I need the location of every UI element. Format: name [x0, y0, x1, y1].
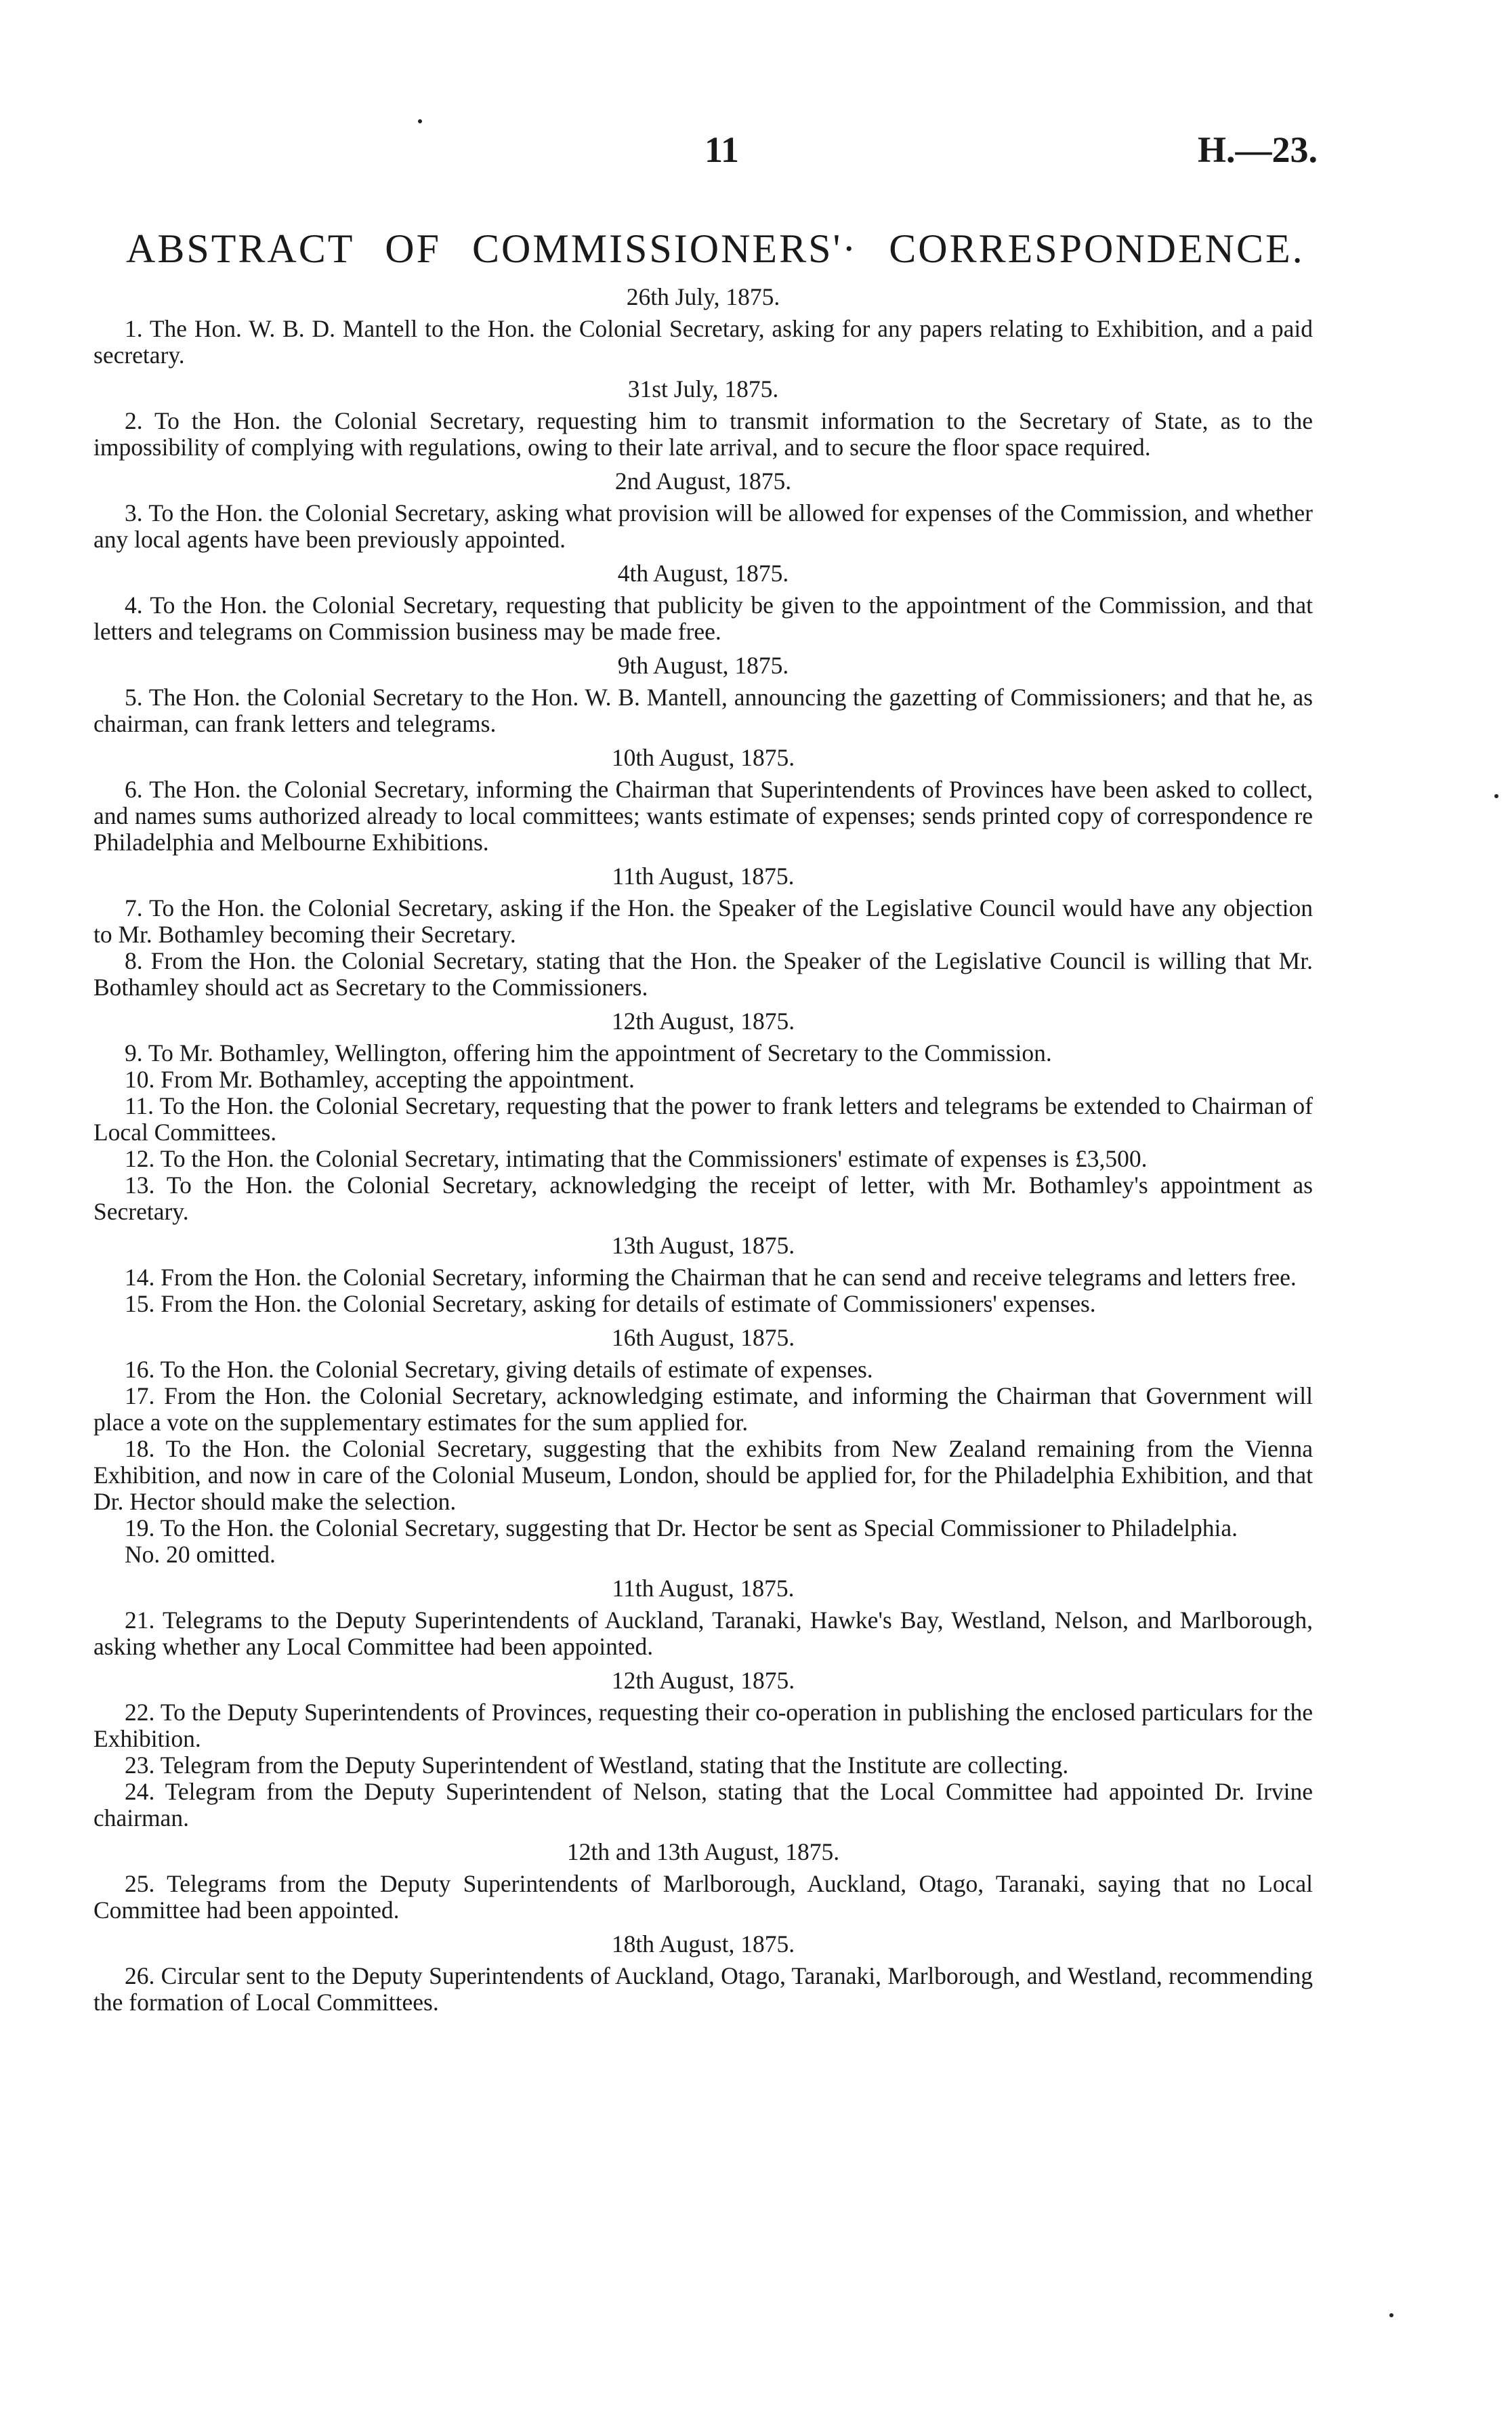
correspondence-entry: 23. Telegram from the Deputy Superintendent of Westland, stating that the Institute are collecting.	[125, 1752, 1069, 1779]
correspondence-entry: 14. From the Hon. the Colonial Secretary, informing the Chairman that he can send and receive telegrams and letters free.	[125, 1264, 1297, 1291]
correspondence-section	[93, 737, 1313, 856]
scan-speck	[418, 119, 422, 123]
correspondence-entry: 2. To the Hon. the Colonial Secretary, requesting him to transmit information to the Secretary of State, as to the impossibility of complying with regulations, owing to their late arrival, and to secure the floor space required.	[93, 407, 1313, 461]
section-date: 16th August, 1875.	[611, 1324, 795, 1351]
correspondence-entry: No. 20 omitted.	[125, 1541, 276, 1568]
section-date: 12th August, 1875.	[611, 1667, 795, 1694]
correspondence-entry: 3. To the Hon. the Colonial Secretary, asking what provision will be allowed for expenses of the Commission, and whether any local agents have been previously appointed.	[93, 499, 1313, 553]
section-date: 12th and 13th August, 1875.	[566, 1838, 840, 1865]
correspondence-entry: 21. Telegrams to the Deputy Superintendents of Auckland, Taranaki, Hawke's Bay, Westland, Nelson, and Marlborough, asking whether any Local Committee had been appointed.	[93, 1607, 1313, 1660]
correspondence-entry: 16. To the Hon. the Colonial Secretary, giving details of estimate of expenses.	[125, 1356, 873, 1383]
correspondence-entry: 4. To the Hon. the Colonial Secretary, requesting that publicity be given to the appointment of the Commission, and that letters and telegrams on Commission business may be made free.	[93, 592, 1313, 645]
correspondence-entry: 8. From the Hon. the Colonial Secretary, stating that the Hon. the Speaker of the Legislative Council is willing that Mr. Bothamley should act as Secretary to the Commissioners.	[93, 947, 1313, 1001]
section-date: 9th August, 1875.	[617, 652, 789, 679]
correspondence-entry: 24. Telegram from the Deputy Superintendent of Nelson, stating that the Local Committee had appointed Dr. Irvine chairman.	[93, 1778, 1313, 1831]
correspondence-entry: 12. To the Hon. the Colonial Secretary, intimating that the Commissioners' estimate of expenses is £3,500.	[125, 1145, 1148, 1172]
document-reference: H.—23.	[1198, 129, 1318, 170]
correspondence-entry: 11. To the Hon. the Colonial Secretary, requesting that the power to frank letters and telegrams be extended to Chairman of Local Committees.	[93, 1092, 1313, 1146]
correspondence-entry: 19. To the Hon. the Colonial Secretary, suggesting that Dr. Hector be sent as Special Commissioner to Philadelphia.	[125, 1514, 1238, 1541]
correspondence-section	[93, 553, 1313, 645]
correspondence-entry: 26. Circular sent to the Deputy Superintendents of Auckland, Otago, Taranaki, Marlborough, and Westland, recommending the formation of Local Committees.	[93, 1962, 1313, 2016]
correspondence-entry: 6. The Hon. the Colonial Secretary, informing the Chairman that Superintendents of Provinces have been asked to collect, and names sums authorized already to local committees; wants estimate of expenses; sends printed copy of correspondence re Philadelphia and Melbourne Exhibitions.	[93, 776, 1313, 856]
section-date: 10th August, 1875.	[611, 744, 795, 771]
correspondence-section	[93, 276, 1313, 369]
correspondence-section	[93, 1317, 1313, 1568]
correspondence-section	[93, 1924, 1313, 2016]
correspondence-entry: 9. To Mr. Bothamley, Wellington, offering him the appointment of Secretary to the Commission.	[125, 1039, 1052, 1066]
section-date: 4th August, 1875.	[617, 560, 789, 587]
section-date: 18th August, 1875.	[611, 1930, 795, 1957]
section-date: 2nd August, 1875.	[614, 468, 792, 495]
document-title: ABSTRACT OF COMMISSIONERS'· CORRESPONDENCE.	[126, 226, 1305, 272]
correspondence-entry: 13. To the Hon. the Colonial Secretary, acknowledging the receipt of letter, with Mr. Bothamley's appointment as Secretary.	[93, 1172, 1313, 1225]
correspondence-section	[93, 645, 1313, 737]
section-date: 11th August, 1875.	[612, 863, 795, 890]
correspondence-entry: 7. To the Hon. the Colonial Secretary, asking if the Hon. the Speaker of the Legislative Council would have any objection to Mr. Bothamley becoming their Secretary.	[93, 894, 1313, 948]
correspondence-list	[93, 276, 1313, 2016]
section-date: 13th August, 1875.	[611, 1232, 795, 1259]
correspondence-section	[93, 1831, 1313, 1924]
correspondence-entry: 25. Telegrams from the Deputy Superintendents of Marlborough, Auckland, Otago, Taranaki, saying that no Local Committee had been appointed.	[93, 1870, 1313, 1924]
section-date: 31st July, 1875.	[627, 375, 779, 402]
correspondence-section	[93, 1225, 1313, 1317]
section-date: 12th August, 1875.	[611, 1008, 795, 1035]
correspondence-entry: 18. To the Hon. the Colonial Secretary, suggesting that the exhibits from New Zealand remaining from the Vienna Exhibition, and now in care of the Colonial Museum, London, should be applied for, for the Philadelphia Exhibition, and that Dr. Hector should make the selection.	[93, 1435, 1313, 1515]
correspondence-entry: 1. The Hon. W. B. D. Mantell to the Hon. the Colonial Secretary, asking for any papers relating to Exhibition, and a paid secretary.	[93, 315, 1313, 369]
page-number: 11	[705, 129, 740, 170]
correspondence-section	[93, 1568, 1313, 1660]
scan-speck	[1494, 794, 1498, 798]
correspondence-section	[93, 369, 1313, 461]
correspondence-section	[93, 856, 1313, 1001]
correspondence-section	[93, 461, 1313, 553]
correspondence-entry: 17. From the Hon. the Colonial Secretary, acknowledging estimate, and informing the Chairman that Government will place a vote on the supplementary estimates for the sum applied for.	[93, 1382, 1313, 1436]
scan-speck	[1389, 2313, 1393, 2317]
correspondence-section	[93, 1660, 1313, 1831]
section-date: 26th July, 1875.	[626, 283, 780, 310]
correspondence-entry: 15. From the Hon. the Colonial Secretary, asking for details of estimate of Commissioners' expenses.	[125, 1290, 1096, 1317]
correspondence-entry: 22. To the Deputy Superintendents of Provinces, requesting their co-operation in publishing the enclosed particulars for the Exhibition.	[93, 1699, 1313, 1752]
correspondence-entry: 5. The Hon. the Colonial Secretary to the Hon. W. B. Mantell, announcing the gazetting of Commissioners; and that he, as chairman, can frank letters and telegrams.	[93, 684, 1313, 737]
correspondence-entry: 10. From Mr. Bothamley, accepting the appointment.	[125, 1066, 635, 1093]
section-date: 11th August, 1875.	[612, 1575, 795, 1602]
correspondence-section	[93, 1001, 1313, 1225]
